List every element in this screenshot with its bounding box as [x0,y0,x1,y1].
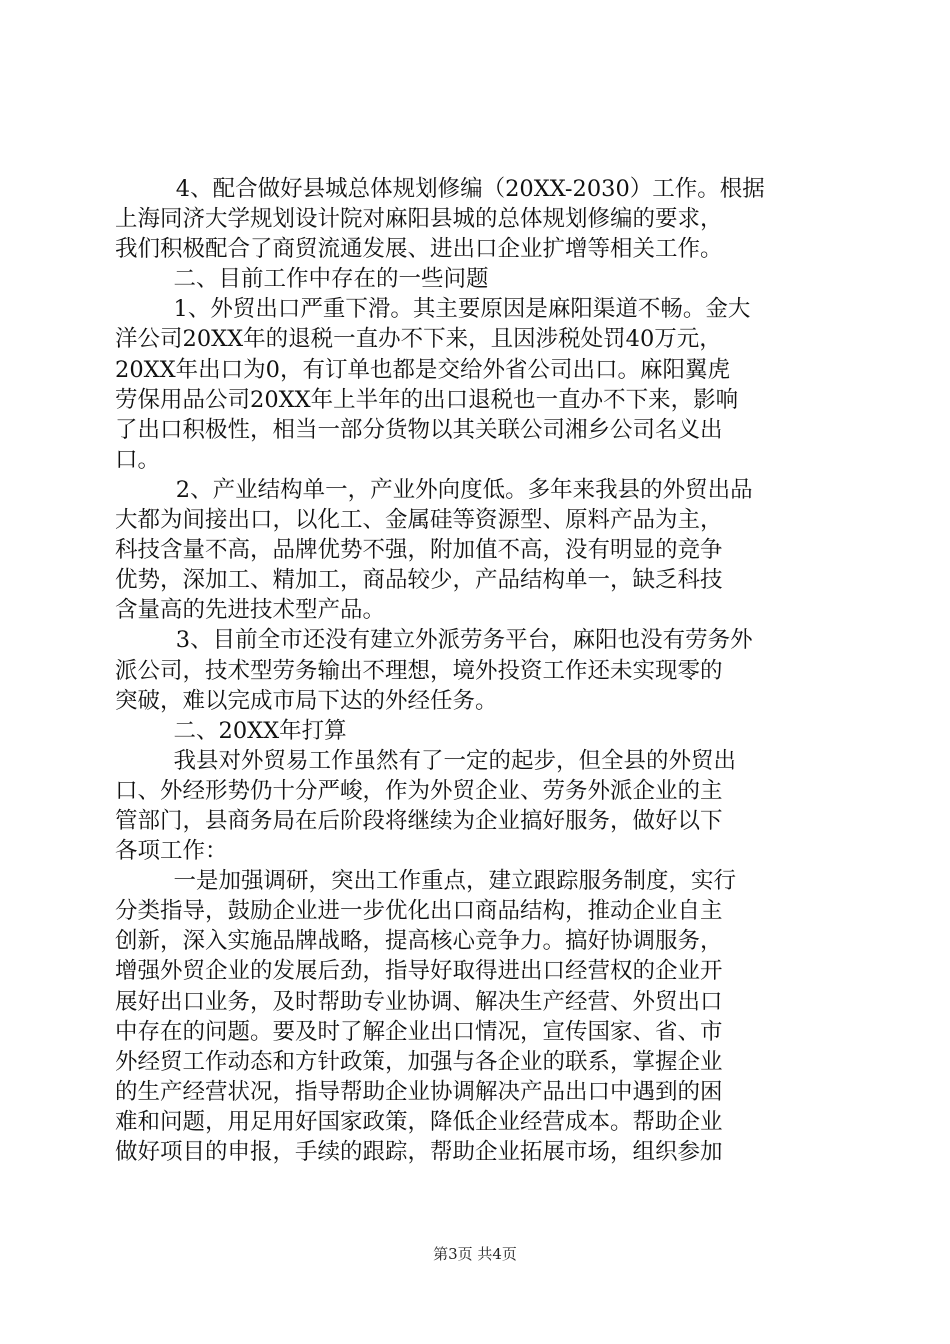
text-line: 做好项目的申报，手续的跟踪，帮助企业拓展市场，组织参加 [115,1139,723,1165]
text-line: 管部门，县商务局在后阶段将继续为企业搞好服务，做好以下 [115,807,723,834]
text-line: 洋公司20XX年的退税一直办不下来，且因涉税处罚40万元， [115,326,722,353]
text-line: 一是加强调研，突出工作重点，建立跟踪服务制度，实行 [173,868,737,895]
text-line: 含量高的先进技术型产品。 [115,597,386,624]
page-footer: 第3页 共4页 [433,1245,517,1263]
text-line: 突破，难以完成市局下达的外经任务。 [115,687,498,714]
text-line: 难和问题，用足用好国家政策，降低企业经营成本。帮助企业 [115,1108,723,1135]
text-line: 1、外贸出口严重下滑。其主要原因是麻阳渠道不畅。金大 [173,296,751,323]
text-line: 优势，深加工、精加工，商品较少，产品结构单一，缺乏科技 [115,567,723,594]
text-line: 劳保用品公司20XX年上半年的出口退税也一直办不下来，影响 [115,386,739,413]
text-line: 增强外贸企业的发展后劲，指导好取得进出口经营权的企业开 [115,958,723,985]
text-line: 展好出口业务，及时帮助专业协调、解决生产经营、外贸出口 [115,988,723,1015]
text-line: 派公司，技术型劳务输出不理想，境外投资工作还未实现零的 [115,657,723,684]
text-line: 大都为间接出口，以化工、金属硅等资源型、原料产品为主， [115,507,723,534]
text-line: 外经贸工作动态和方针政策，加强与各企业的联系，掌握企业 [115,1048,723,1075]
text-line: 上海同济大学规划设计院对麻阳县城的总体规划修编的要求， [115,206,723,233]
text-line: 的生产经营状况，指导帮助企业协调解决产品出口中遇到的困 [115,1078,723,1105]
document-body [115,174,835,1167]
text-line: 了出口积极性，相当一部分货物以其关联公司湘乡公司名义出 [115,416,723,443]
text-line: 口。 [115,446,161,473]
text-line: 2、产业结构单一，产业外向度低。多年来我县的外贸出品 [175,476,753,503]
text-line: 各项工作： [115,838,228,865]
text-line: 二、20XX年打算 [173,717,347,744]
text-line: 二、目前工作中存在的一些问题 [173,266,489,293]
text-line: 我县对外贸易工作虽然有了一定的起步，但全县的外贸出 [173,747,737,774]
text-line: 4、配合做好县城总体规划修编（20XX-2030）工作。根据 [175,176,765,202]
text-line: 20XX年出口为0，有订单也都是交给外省公司出口。麻阳翼虎 [115,356,730,383]
text-line: 我们积极配合了商贸流通发展、进出口企业扩增等相关工作。 [115,236,723,263]
text-line: 3、目前全市还没有建立外派劳务平台，麻阳也没有劳务外 [175,627,753,654]
text-line: 中存在的问题。要及时了解企业出口情况，宣传国家、省、市 [115,1018,723,1045]
text-line: 科技含量不高，品牌优势不强，附加值不高，没有明显的竞争 [115,537,723,564]
text-line: 分类指导，鼓励企业进一步优化出口商品结构，推动企业自主 [115,898,723,925]
text-line: 创新，深入实施品牌战略，提高核心竞争力。搞好协调服务， [115,928,723,955]
text-line: 口、外经形势仍十分严峻，作为外贸企业、劳务外派企业的主 [115,777,723,804]
